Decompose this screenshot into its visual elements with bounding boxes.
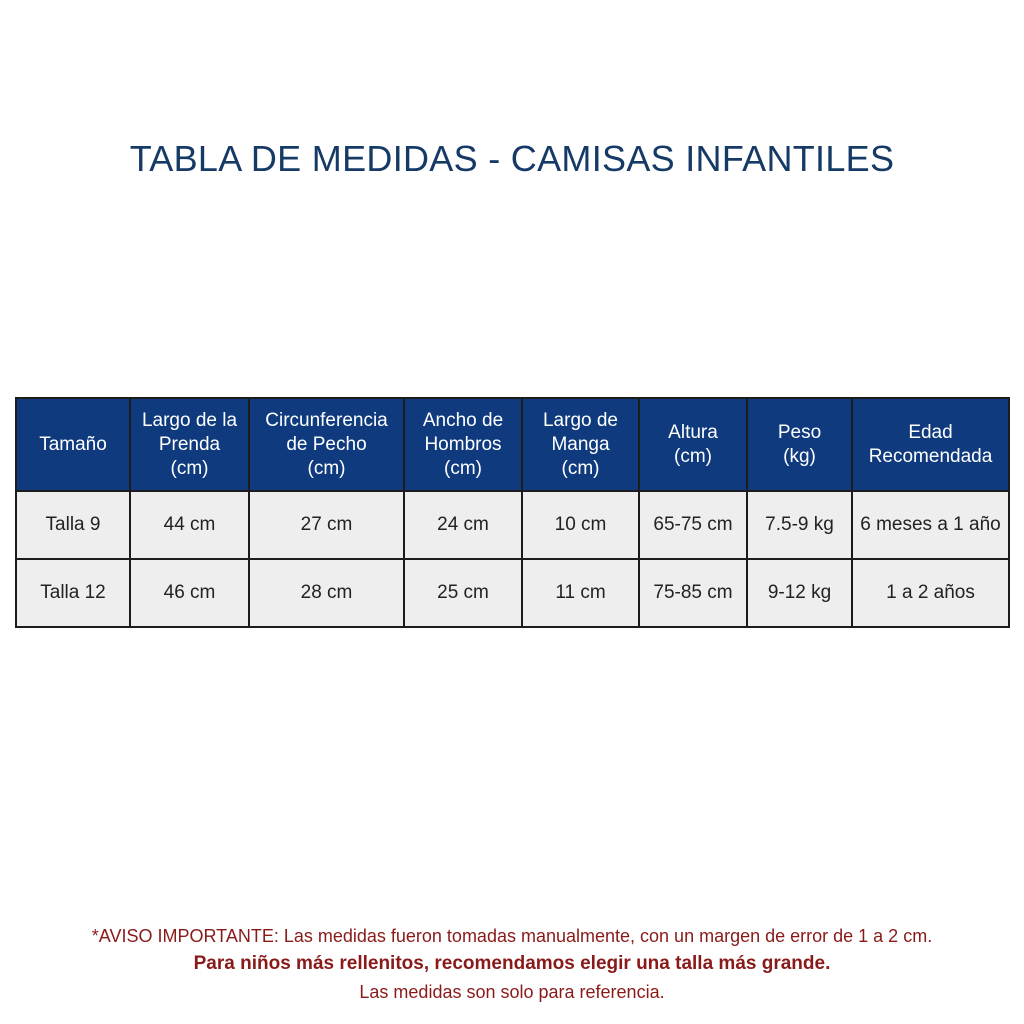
- table-cell-recommended-age: 6 meses a 1 año: [852, 491, 1009, 559]
- table-cell-weight: 9-12 kg: [747, 559, 852, 627]
- table-cell-height: 75-85 cm: [639, 559, 747, 627]
- table-cell-size: Talla 12: [16, 559, 130, 627]
- notice-measurement-error: *AVISO IMPORTANTE: Las medidas fueron tomadas manualmente, con un margen de error de 1 a 2 cm.: [91, 926, 933, 946]
- notice-reference-only: Las medidas son solo para referencia.: [359, 982, 665, 1002]
- table-row: [16, 491, 1009, 559]
- size-chart-table: [15, 397, 1010, 628]
- important-notice: [0, 922, 1024, 1006]
- header-recommended-age: Edad Recomendada: [852, 398, 1009, 491]
- table-cell-chest-circumference: 27 cm: [249, 491, 404, 559]
- header-garment-length: Largo de la Prenda (cm): [130, 398, 249, 491]
- header-chest-circumference: Circunferencia de Pecho (cm): [249, 398, 404, 491]
- notice-size-recommendation: Para niños más rellenitos, recomendamos elegir una talla más grande.: [193, 953, 831, 974]
- table-cell-size: Talla 9: [16, 491, 130, 559]
- table-cell-chest-circumference: 28 cm: [249, 559, 404, 627]
- table-cell-garment-length: 44 cm: [130, 491, 249, 559]
- table-cell-sleeve-length: 10 cm: [522, 491, 639, 559]
- table-row: [16, 559, 1009, 627]
- header-size: Tamaño: [16, 398, 130, 491]
- page-title: TABLA DE MEDIDAS - CAMISAS INFANTILES: [129, 138, 895, 179]
- table-cell-shoulder-width: 24 cm: [404, 491, 522, 559]
- header-weight: Peso (kg): [747, 398, 852, 491]
- table-cell-sleeve-length: 11 cm: [522, 559, 639, 627]
- table-cell-shoulder-width: 25 cm: [404, 559, 522, 627]
- table-cell-garment-length: 46 cm: [130, 559, 249, 627]
- table-cell-height: 65-75 cm: [639, 491, 747, 559]
- header-shoulder-width: Ancho de Hombros (cm): [404, 398, 522, 491]
- header-height: Altura (cm): [639, 398, 747, 491]
- header-sleeve-length: Largo de Manga (cm): [522, 398, 639, 491]
- table-cell-weight: 7.5-9 kg: [747, 491, 852, 559]
- table-cell-recommended-age: 1 a 2 años: [852, 559, 1009, 627]
- table-header-row: [16, 398, 1009, 491]
